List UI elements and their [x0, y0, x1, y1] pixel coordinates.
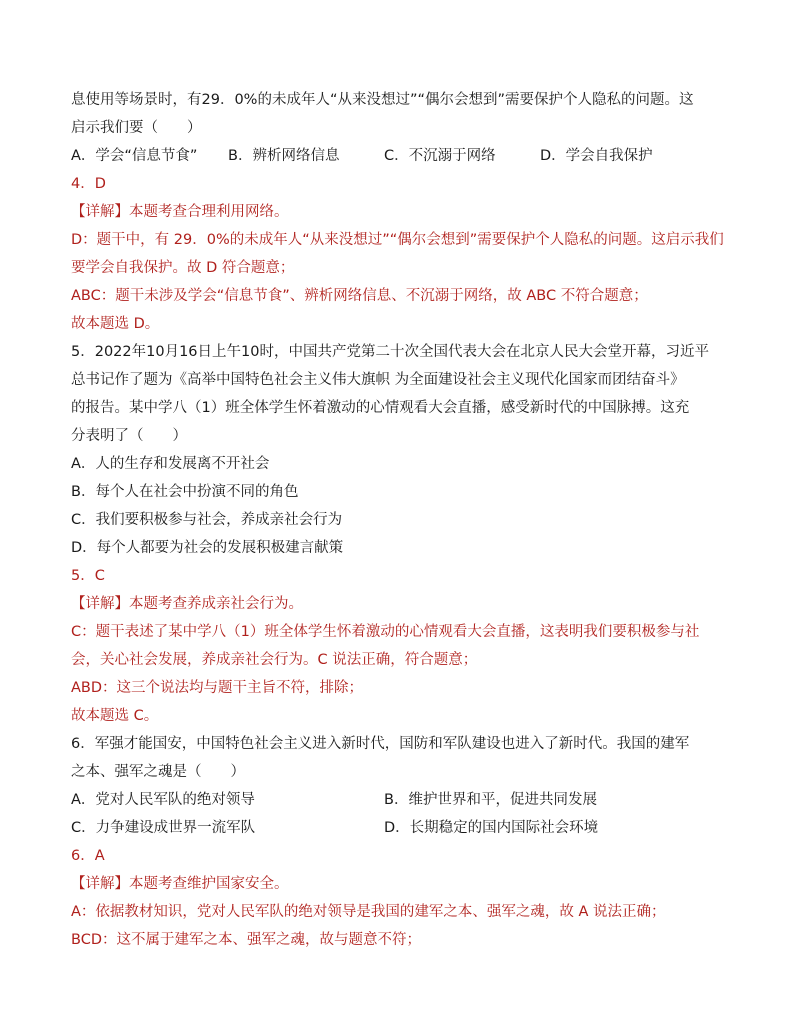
q5-stem-line3: 的报告。某中学八（1）班全体学生怀着激动的心情观看大会直播，感受新时代的中国脉搏。这充	[71, 400, 690, 416]
q5-option-b: B．每个人在社会中扮演不同的角色	[71, 484, 299, 500]
q4-option-c: C．不沉溺于网络	[384, 148, 496, 164]
q4-option-a: A．学会“信息节食”	[71, 148, 198, 164]
q6-stem-line2: 之本、强军之魂是（ ）	[71, 764, 245, 780]
q6-option-b: B．维护世界和平，促进共同发展	[384, 792, 597, 808]
q5-option-d: D．每个人都要为社会的发展积极建言献策	[71, 540, 344, 556]
q5-stem-line2: 总书记作了题为《高举中国特色社会主义伟大旗帜 为全面建设社会主义现代化国家而团结奋斗》	[71, 372, 685, 388]
q4-detail: 【详解】本题考查合理利用网络。	[71, 204, 289, 220]
q6-option-c: C．力争建设成世界一流军队	[71, 820, 256, 836]
q5-explanation-line2: 会，关心社会发展，养成亲社会行为。C 说法正确，符合题意；	[71, 652, 478, 668]
q5-answer: 5．C	[71, 568, 105, 584]
q4-option-d: D．学会自我保护	[540, 148, 653, 164]
q6-explanation-line1: A：依据教材知识，党对人民军队的绝对领导是我国的建军之本、强军之魂，故 A 说法正确；	[71, 904, 666, 920]
q6-stem-line1: 6．军强才能国安，中国特色社会主义进入新时代，国防和军队建设也进入了新时代。我国的建军	[71, 736, 690, 752]
q6-explanation-line2: BCD：这不属于建军之本、强军之魂，故与题意不符；	[71, 932, 421, 948]
q5-explanation-line1: C：题干表述了某中学八（1）班全体学生怀着激动的心情观看大会直播，这表明我们要积极参与社	[71, 624, 700, 640]
q6-option-d: D．长期稳定的国内国际社会环境	[384, 820, 599, 836]
q5-stem-line1: 5．2022年10月16日上午10时，中国共产党第二十次全国代表大会在北京人民大会堂开幕，习近平	[71, 344, 709, 360]
q5-explanation-line4: 故本题选 C。	[71, 708, 159, 724]
q4-stem-line1: 息使用等场景时，有29．0%的未成年人“从来没想过”“偶尔会想到”需要保护个人隐私的问题。这	[71, 92, 694, 108]
q6-detail: 【详解】本题考查维护国家安全。	[71, 876, 289, 892]
q6-answer: 6．A	[71, 848, 105, 864]
q5-stem-line4: 分表明了（ ）	[71, 428, 187, 444]
q5-detail: 【详解】本题考查养成亲社会行为。	[71, 596, 303, 612]
q4-explanation-line2: 要学会自我保护。故 D 符合题意；	[71, 260, 295, 276]
q4-option-b: B．辨析网络信息	[228, 148, 340, 164]
q5-explanation-line3: ABD：这三个说法均与题干主旨不符，排除；	[71, 680, 364, 696]
q6-option-a: A．党对人民军队的绝对领导	[71, 792, 255, 808]
q5-option-c: C．我们要积极参与社会，养成亲社会行为	[71, 512, 343, 528]
q4-answer: 4．D	[71, 176, 106, 192]
q5-option-a: A．人的生存和发展离不开社会	[71, 456, 270, 472]
q4-stem-line2: 启示我们要（ ）	[71, 120, 202, 136]
q4-explanation-line3: ABC：题干未涉及学会“信息节食”、辨析网络信息、不沉溺于网络，故 ABC 不符合题意；	[71, 288, 648, 304]
q4-explanation-line1: D：题干中，有 29．0%的未成年人“从来没想过”“偶尔会想到”需要保护个人隐私的问题。这启示我们	[71, 232, 724, 248]
q4-explanation-line4: 故本题选 D。	[71, 316, 160, 332]
